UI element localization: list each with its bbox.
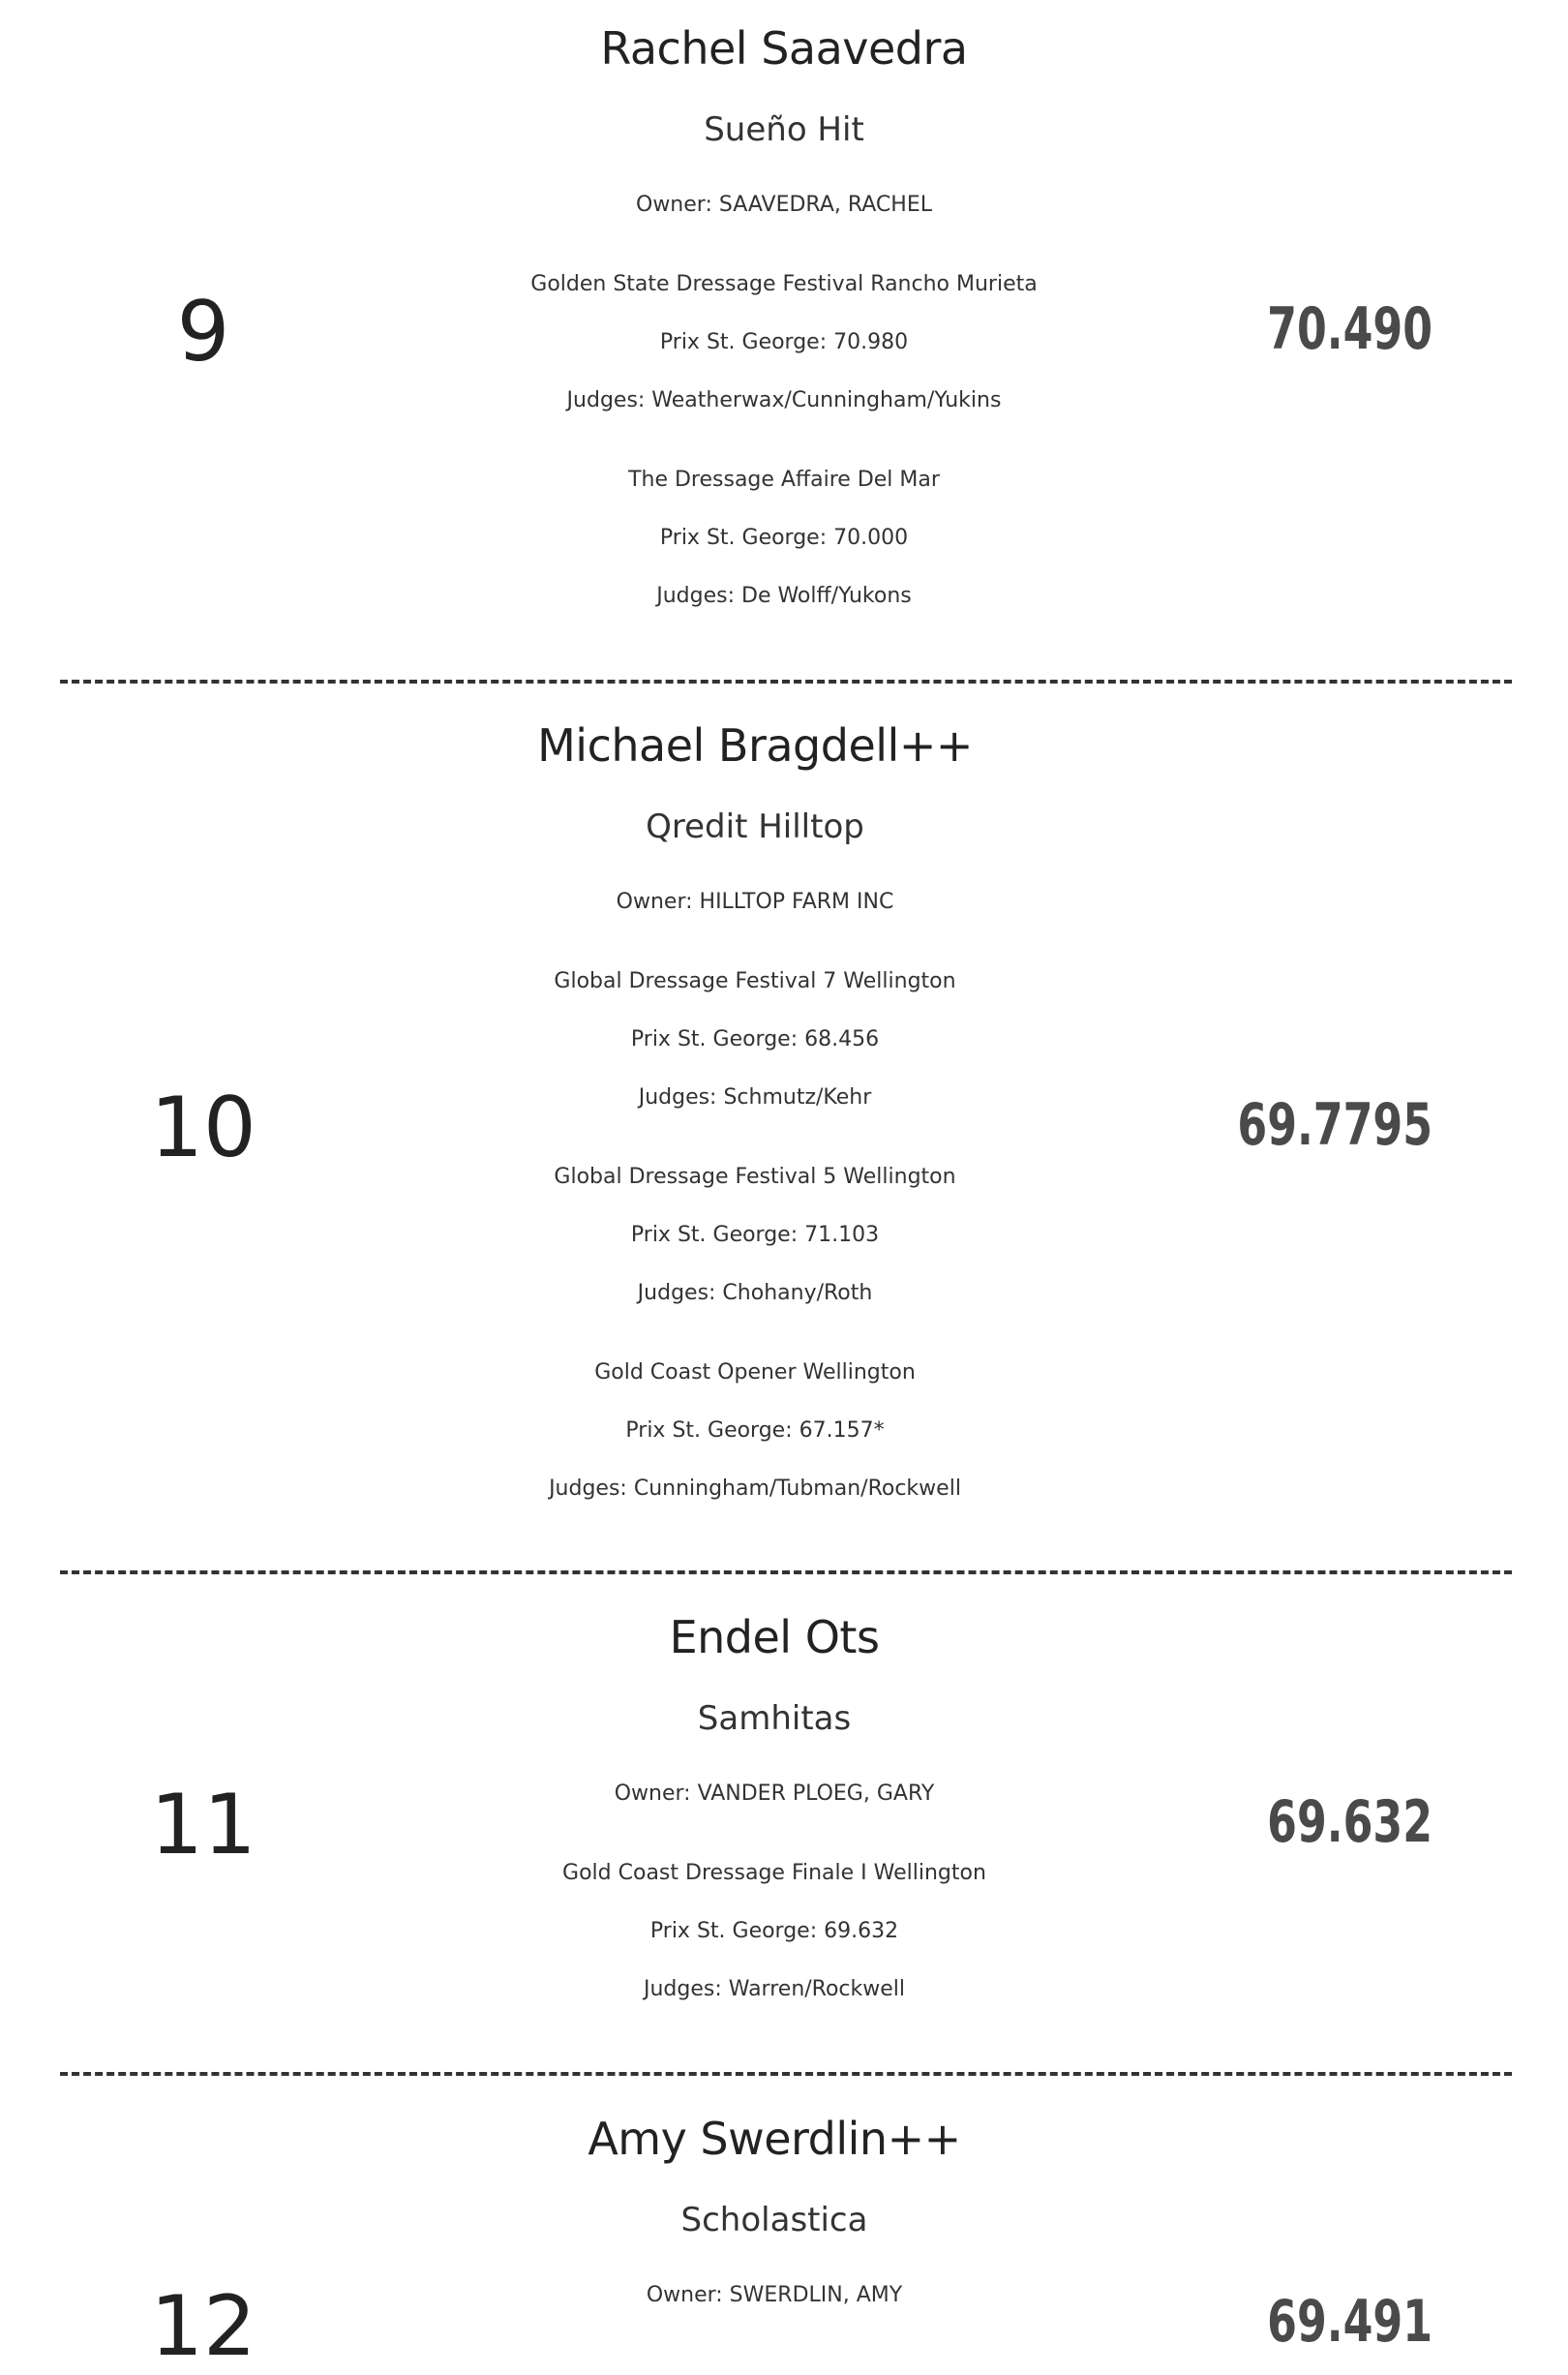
entry-divider [60, 1570, 1512, 1574]
entry-details [339, 718, 1171, 1503]
horse-name: Samhitas [697, 1699, 852, 1738]
competition-judges: Judges: Weatherwax/Cunningham/Yukins [566, 388, 1002, 412]
competition-event: Gold Coast Opener Wellington [594, 1360, 916, 1385]
entry-details [358, 2112, 1191, 2309]
competition-score: Prix St. George: 70.000 [659, 526, 909, 550]
entry-details [368, 21, 1200, 610]
owner-line: Owner: VANDER PLOEG, GARY [614, 1781, 935, 1806]
rider-name: Michael Bragdell++ [537, 719, 973, 772]
competition-event: Golden State Dressage Festival Rancho Murieta [530, 272, 1038, 296]
owner-line: Owner: SAAVEDRA, RACHEL [636, 193, 932, 217]
owner-line: Owner: SWERDLIN, AMY [646, 2283, 903, 2307]
rank-number: 10 [150, 1080, 256, 1176]
entry-details [358, 1610, 1191, 2003]
competition-score: Prix St. George: 67.157* [625, 1418, 885, 1443]
entry-divider [60, 680, 1512, 684]
competition-judges: Judges: Schmutz/Kehr [638, 1085, 872, 1110]
competition-result [358, 1860, 1191, 2003]
rank-number: 11 [150, 1777, 256, 1873]
competition-result [368, 467, 1200, 610]
horse-name: Sueño Hit [704, 110, 864, 149]
total-score: 69.491 [1267, 2288, 1432, 2356]
competition-result [339, 1164, 1171, 1307]
rider-name: Amy Swerdlin++ [588, 2113, 961, 2165]
horse-name: Scholastica [680, 2201, 868, 2239]
competition-score: Prix St. George: 71.103 [630, 1223, 880, 1247]
competition-score: Prix St. George: 68.456 [630, 1027, 880, 1051]
competition-score: Prix St. George: 70.980 [659, 330, 909, 354]
competition-judges: Judges: De Wolff/Yukons [656, 584, 912, 608]
competition-event: Gold Coast Dressage Finale I Wellington [562, 1861, 986, 1885]
owner-line: Owner: HILLTOP FARM INC [616, 890, 894, 914]
competition-result [368, 271, 1200, 414]
competition-result [339, 968, 1171, 1111]
rank-number: 12 [150, 2278, 256, 2375]
competition-judges: Judges: Cunningham/Tubman/Rockwell [549, 1477, 961, 1501]
competition-event: Global Dressage Festival 7 Wellington [554, 969, 956, 993]
horse-name: Qredit Hilltop [646, 807, 864, 846]
total-score: 69.7795 [1237, 1091, 1432, 1159]
rank-number: 9 [176, 284, 230, 381]
competition-judges: Judges: Chohany/Roth [637, 1281, 873, 1305]
competition-result [339, 1359, 1171, 1503]
competition-judges: Judges: Warren/Rockwell [643, 1977, 906, 2001]
total-score: 70.490 [1267, 295, 1432, 363]
rider-name: Rachel Saavedra [600, 22, 968, 75]
competition-event: Global Dressage Festival 5 Wellington [554, 1165, 956, 1189]
competition-event: The Dressage Affaire Del Mar [628, 468, 940, 492]
competition-score: Prix St. George: 69.632 [649, 1919, 899, 1943]
entry-divider [60, 2072, 1512, 2076]
total-score: 69.632 [1267, 1788, 1432, 1856]
rider-name: Endel Ots [669, 1611, 880, 1663]
